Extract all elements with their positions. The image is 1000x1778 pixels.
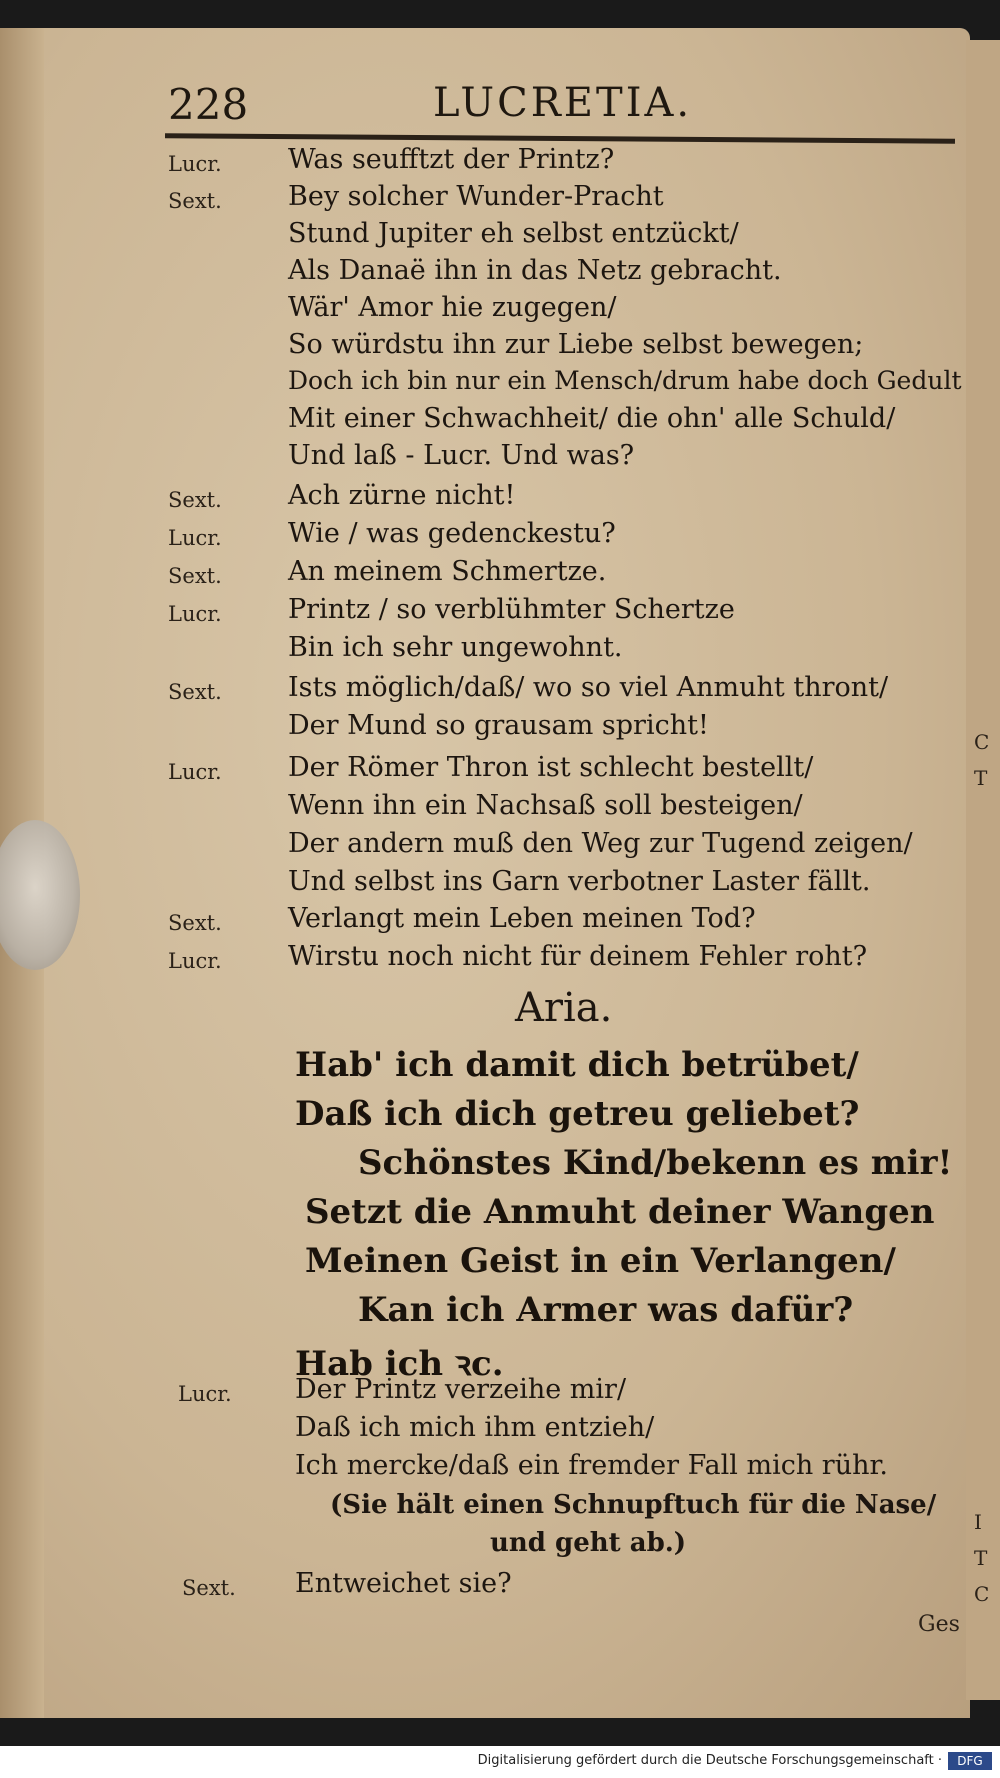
line-text: Was seufftzt der Printz? [288, 144, 615, 175]
line-text: Ists möglich/daß/ wo so viel Anmuht thront/ [288, 672, 889, 703]
line-text: Der andern muß den Weg zur Tugend zeigen/ [288, 828, 913, 859]
speaker-label: Lucr. [178, 1382, 232, 1406]
speaker-label: Sext. [182, 1576, 236, 1600]
speaker-label: Sext. [168, 680, 222, 704]
dialogue-line [0, 255, 1000, 293]
dialogue-line [0, 941, 1000, 979]
stage-direction: (Sie hält einen Schnupftuch für die Nase/ [330, 1490, 937, 1520]
line-text: Wenn ihn ein Nachsaß soll besteigen/ [288, 790, 803, 821]
page-header [168, 80, 958, 130]
aria-line: Hab ich ꝛc. [295, 1344, 504, 1384]
dialogue-line [0, 218, 1000, 256]
aria-line: Setzt die Anmuht deiner Wangen [305, 1192, 935, 1232]
dialogue-line [0, 329, 1000, 367]
footer-credit: Digitalisierung gefördert durch die Deutsche Forschungsgemeinschaft · [477, 1753, 942, 1768]
line-text: Ach zürne nicht! [288, 480, 516, 511]
line-text: Der Printz verzeihe mir/ [295, 1374, 627, 1405]
line-text: Wär' Amor hie zugegen/ [288, 292, 617, 323]
line-text: Und selbst ins Garn verbotner Laster fällt. [288, 866, 871, 897]
speaker-label: Sext. [168, 189, 222, 213]
line-text: Der Römer Thron ist schlecht bestellt/ [288, 752, 814, 783]
line-text: So würdstu ihn zur Liebe selbst bewegen; [288, 329, 864, 360]
next-page-fragment: C [974, 730, 990, 754]
dialogue-line [0, 1450, 1000, 1488]
aria-line: Daß ich dich getreu geliebet? [295, 1094, 860, 1134]
dialogue-line [0, 366, 1000, 404]
line-text: Doch ich bin nur ein Mensch/drum habe doch Gedult [288, 366, 962, 395]
speaker-label: Lucr. [168, 526, 222, 550]
line-text: Wie / was gedenckestu? [288, 518, 616, 549]
dialogue-line [0, 672, 1000, 710]
dialogue-line [0, 292, 1000, 330]
dialogue-line [0, 181, 1000, 219]
next-page-fragment: C [974, 1582, 990, 1606]
next-page-fragment: T [974, 1546, 988, 1570]
dialogue-line [0, 903, 1000, 941]
dialogue-line [0, 144, 1000, 182]
line-text: Daß ich mich ihm entzieh/ [295, 1412, 655, 1443]
line-text: Und laß - Lucr. Und was? [288, 440, 635, 471]
next-page-fragment: T [974, 766, 988, 790]
aria-line: Schönstes Kind/bekenn es mir! [358, 1143, 953, 1183]
dialogue-line [0, 440, 1000, 478]
page-number: 228 [168, 80, 249, 129]
line-text: Entweichet sie? [295, 1568, 512, 1599]
dialogue-line [0, 710, 1000, 748]
dfg-logo: DFG [948, 1752, 992, 1770]
dialogue-line [0, 518, 1000, 556]
line-text: Mit einer Schwachheit/ die ohn' alle Schuld/ [288, 403, 896, 434]
speaker-label: Sext. [168, 564, 222, 588]
footer-bar [0, 1746, 1000, 1778]
line-text: Bey solcher Wunder-Pracht [288, 181, 664, 212]
line-text: Ich mercke/daß ein fremder Fall mich rühr. [295, 1450, 889, 1481]
line-text: Printz / so verblühmter Schertze [288, 594, 735, 625]
aria-heading: Aria. [515, 985, 613, 1031]
catchword: Ges [918, 1612, 960, 1637]
line-text: Bin ich sehr ungewohnt. [288, 632, 623, 663]
dialogue-line [0, 828, 1000, 866]
line-text: Wirstu noch nicht für deinem Fehler roht? [288, 941, 868, 972]
running-title: LUCRETIA. [433, 80, 693, 126]
speaker-label: Lucr. [168, 949, 222, 973]
aria-line: Kan ich Armer was dafür? [358, 1290, 854, 1330]
aria-line: Meinen Geist in ein Verlangen/ [305, 1241, 896, 1281]
speaker-label: Lucr. [168, 760, 222, 784]
dialogue-line [0, 594, 1000, 632]
dialogue-line [0, 632, 1000, 670]
speaker-label: Sext. [168, 488, 222, 512]
line-text: Stund Jupiter eh selbst entzückt/ [288, 218, 739, 249]
dialogue-line [0, 752, 1000, 790]
dialogue-line [0, 790, 1000, 828]
speaker-label: Lucr. [168, 602, 222, 626]
line-text: An meinem Schmertze. [288, 556, 607, 587]
stage-direction: und geht ab.) [490, 1528, 687, 1558]
line-text: Der Mund so grausam spricht! [288, 710, 709, 741]
dialogue-line [0, 1374, 1000, 1412]
dialogue-line [0, 1412, 1000, 1450]
aria-line: Hab' ich damit dich betrübet/ [295, 1045, 859, 1085]
dialogue-line [0, 556, 1000, 594]
line-text: Als Danaë ihn in das Netz gebracht. [288, 255, 782, 286]
speaker-label: Sext. [168, 911, 222, 935]
dialogue-line [0, 403, 1000, 441]
next-page-fragment: I [974, 1510, 982, 1534]
speaker-label: Lucr. [168, 152, 222, 176]
dialogue-line [0, 480, 1000, 518]
line-text: Verlangt mein Leben meinen Tod? [288, 903, 756, 934]
dialogue-line [0, 1568, 1000, 1606]
dialogue-line [0, 866, 1000, 904]
